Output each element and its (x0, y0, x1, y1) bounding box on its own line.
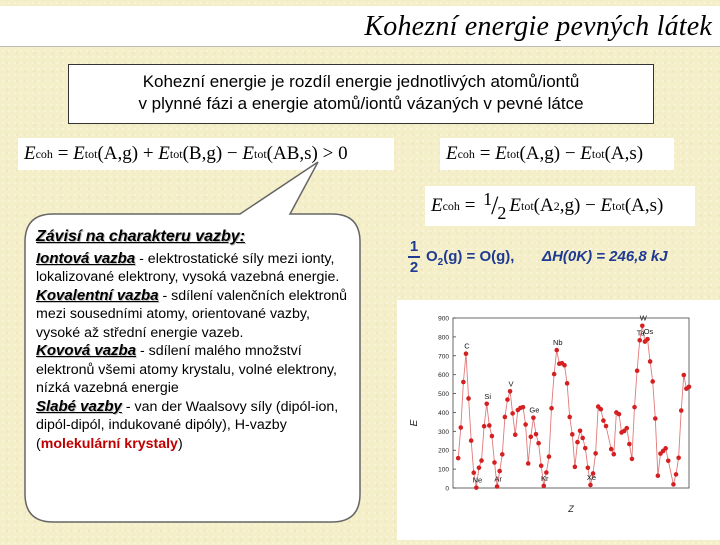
y-tick-label: 100 (438, 466, 449, 474)
data-point (624, 426, 629, 431)
y-tick-label: 300 (438, 428, 449, 436)
oxygen-half-fraction: 1 2 (409, 238, 419, 276)
data-point (554, 348, 559, 353)
definition-line-2: v plynné fázi a energie atomů/iontů vázaných v pevné látce (138, 94, 584, 113)
element-label: Os (643, 327, 654, 337)
data-point (627, 442, 632, 447)
y-tick-label: 200 (438, 447, 449, 455)
data-point (500, 452, 505, 457)
element-label: Ta (636, 328, 645, 338)
element-label: Ge (529, 405, 540, 415)
data-point (531, 415, 536, 420)
data-point (575, 440, 580, 445)
data-point (526, 461, 531, 466)
molecular-crystals-highlight: molekulární krystaly (40, 435, 178, 452)
data-point (458, 425, 463, 430)
y-tick-label: 600 (438, 372, 449, 380)
data-point (456, 456, 461, 461)
data-point (583, 446, 588, 451)
data-point (466, 396, 471, 401)
data-point (474, 485, 479, 490)
data-point (632, 405, 637, 410)
data-point (534, 432, 539, 437)
data-point (549, 406, 554, 411)
definition-line-1: Kohezní energie je rozdíl energie jednotlivých atomů/iontů (142, 72, 580, 91)
data-point (630, 457, 635, 462)
data-point (671, 482, 676, 487)
element-label: Kr (541, 473, 549, 483)
bond-item-ionic: Iontová vazba - elektrostatické síly mezi ionty, lokalizované elektrony, vysoká vazebná energie. (36, 249, 340, 285)
data-point (539, 463, 544, 468)
x-axis-label: Z (568, 504, 574, 514)
data-point (676, 455, 681, 460)
element-label: Nb (552, 338, 563, 348)
data-point (604, 424, 609, 429)
data-point (513, 432, 518, 437)
data-point (573, 465, 578, 470)
data-point (487, 423, 492, 428)
data-point (469, 438, 474, 443)
data-point (601, 418, 606, 423)
data-point (503, 415, 508, 420)
data-point (650, 379, 655, 384)
bond-item-metallic: Kovová vazba - sdílení malého množství elektronů všemi atomy krystalu, volné elektrony, nízká vazebná energie (36, 342, 337, 396)
oxygen-dissociation-equation (406, 238, 696, 282)
element-label: V (508, 379, 514, 389)
data-point (497, 469, 502, 474)
data-point (471, 470, 476, 475)
data-point (617, 412, 622, 417)
slide-title: Kohezní energie pevných látek (364, 11, 712, 42)
data-point (637, 338, 642, 343)
element-label: Si (484, 391, 492, 401)
equation-binary-compound: E coh = E tot (A,g) + E tot (B,g) − E tot (AB,s) > 0 (18, 138, 394, 170)
data-point (648, 359, 653, 364)
data-point (529, 435, 534, 440)
data-point (492, 460, 497, 465)
y-tick-label: 900 (438, 315, 449, 323)
y-axis-label: E (409, 419, 420, 427)
bond-item-weak: Slabé vazby - van der Waalsovy síly (dipól-ion, dipól-dipól, indukované dipóly), H-vazby (molekulární krystaly) (36, 397, 339, 452)
data-point (510, 411, 515, 416)
data-point (562, 363, 567, 368)
element-label: Ne (472, 475, 483, 485)
data-point (679, 408, 684, 413)
data-point (565, 381, 570, 386)
equation-diatomic: E coh = 1 / 2 E tot (A 2 ,g) − E tot (A,s) (425, 186, 695, 226)
element-label: C (464, 341, 470, 351)
data-point (570, 432, 575, 437)
equation-element: E coh = E tot (A,g) − E tot (A,s) (440, 138, 674, 170)
data-point (477, 465, 482, 470)
data-point (586, 465, 591, 470)
element-label: W (639, 313, 647, 323)
data-point (599, 407, 604, 412)
data-point (593, 451, 598, 456)
data-point (663, 446, 668, 451)
y-tick-label: 400 (438, 409, 449, 417)
y-tick-label: 500 (438, 391, 449, 399)
y-tick-label: 0 (445, 485, 449, 493)
data-point (578, 428, 583, 433)
cohesive-energy-plot-panel (397, 300, 720, 540)
data-point (495, 484, 500, 489)
data-point (464, 351, 469, 356)
data-point (687, 384, 692, 389)
data-point (588, 483, 593, 488)
data-point (656, 473, 661, 478)
data-point (666, 459, 671, 464)
bond-item-covalent: Kovalentní vazba - sdílení valenčních elektronů mezi sousedními atomy, orientované vazby, vysoké až střední energie vazeb. (36, 286, 348, 341)
data-point (567, 415, 572, 420)
data-point (547, 454, 552, 459)
data-point (580, 436, 585, 441)
data-point (505, 397, 510, 402)
data-point (541, 484, 546, 489)
y-tick-label: 700 (438, 353, 449, 361)
data-point (609, 447, 614, 452)
element-label: Xe (586, 472, 597, 482)
data-point (635, 368, 640, 373)
data-point (521, 405, 526, 410)
data-point (682, 373, 687, 378)
element-label: Ar (494, 474, 502, 484)
data-point (552, 372, 557, 377)
data-point (484, 401, 489, 406)
half-fraction: 1 / 2 (483, 188, 507, 223)
data-point (611, 452, 616, 457)
y-tick-label: 800 (438, 334, 449, 342)
data-point (645, 337, 650, 342)
data-point (674, 472, 679, 477)
data-point (536, 441, 541, 446)
data-point (479, 458, 484, 463)
callout-heading: Závisí na charakteru vazby: (36, 228, 245, 245)
data-point (490, 434, 495, 439)
oxygen-reaction: $O_2(g) = O(g)$, (426, 248, 515, 268)
oxygen-enthalpy: ΔH(0K) = 246,8 kJ (542, 248, 668, 265)
data-point (523, 422, 528, 427)
data-point (653, 416, 658, 421)
data-point (482, 424, 487, 429)
bond-types-callout (36, 228, 352, 453)
data-point (461, 380, 466, 385)
data-point (508, 389, 513, 394)
cohesive-energy-chart (397, 300, 720, 540)
